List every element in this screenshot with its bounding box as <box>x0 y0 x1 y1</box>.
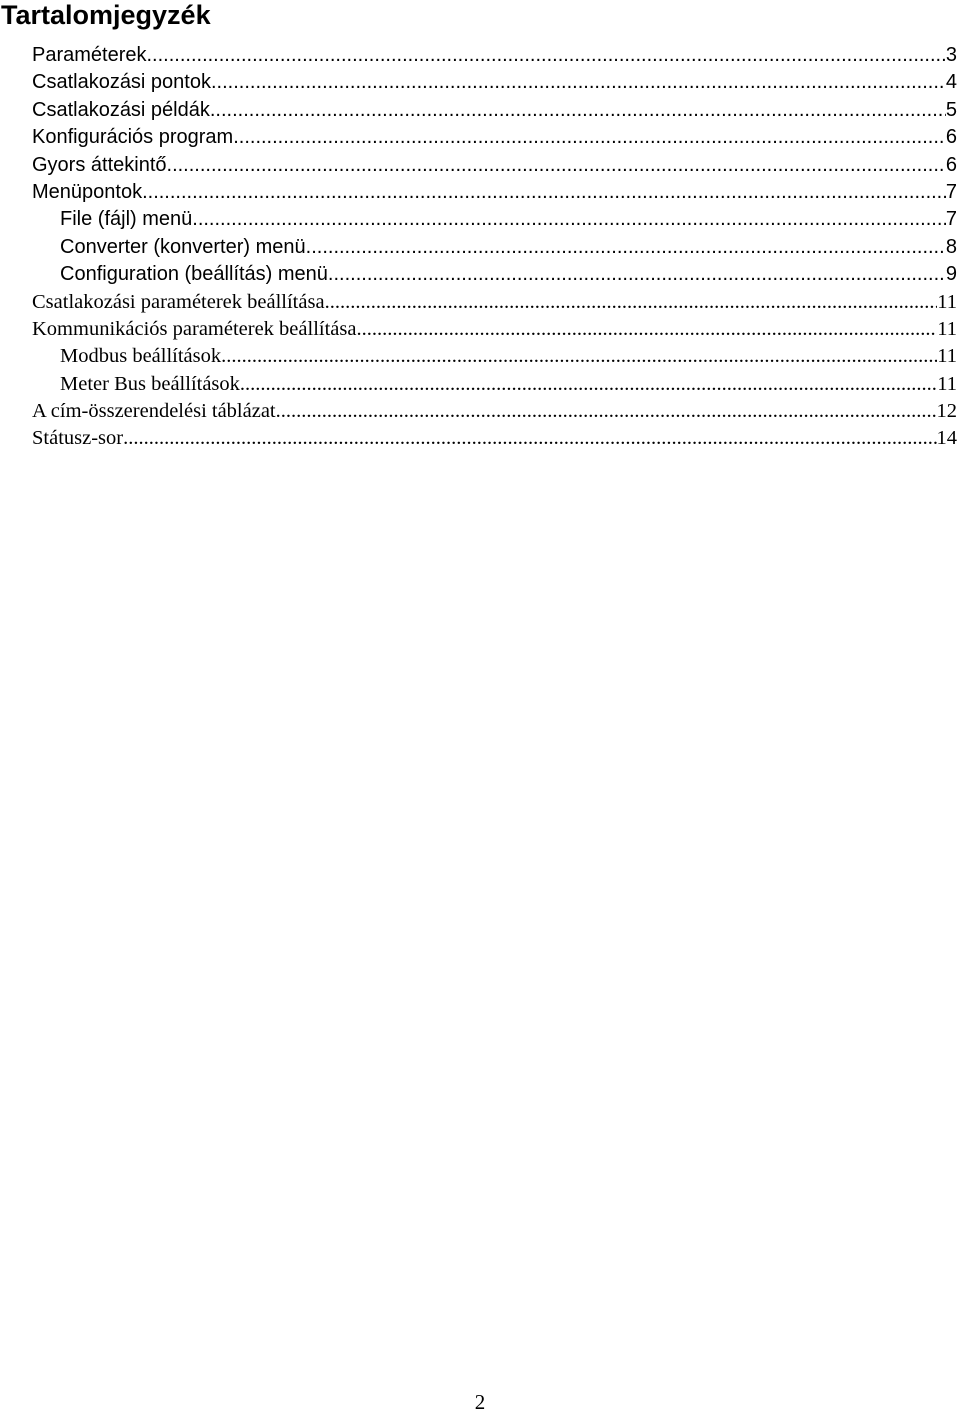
toc-entry-label: Csatlakozási példák <box>32 98 210 121</box>
toc-entry-page: 7 <box>945 180 957 203</box>
toc-entry[interactable] <box>0 179 960 206</box>
toc-leader-dots <box>123 425 936 452</box>
toc-leader-dots <box>276 398 937 425</box>
toc-entry-label: Csatlakozási pontok <box>32 71 211 94</box>
toc-leader-dots <box>325 289 938 316</box>
toc-entry-label: Gyors áttekintő <box>32 153 167 176</box>
toc-entry-label: Paraméterek <box>32 44 147 66</box>
toc-entry-page: 14 <box>936 427 957 450</box>
toc-entry[interactable] <box>0 398 960 425</box>
toc-entry[interactable] <box>0 97 960 124</box>
toc-leader-dots <box>142 179 946 206</box>
toc-entry[interactable] <box>0 371 960 398</box>
toc-entry[interactable] <box>0 152 960 179</box>
toc-entry-page: 11 <box>937 317 957 340</box>
toc-entry-label: Modbus beállítások <box>60 345 222 368</box>
toc-entry-label: Kommunikációs paraméterek beállítása <box>32 317 357 340</box>
toc-entry-page: 11 <box>937 372 957 395</box>
toc-leader-dots <box>356 316 937 343</box>
toc-entry-page: 9 <box>945 263 957 286</box>
toc-entry-page: 3 <box>945 44 957 66</box>
toc-entry[interactable] <box>0 234 960 261</box>
toc-entry-page: 5 <box>945 98 957 121</box>
page-number: 2 <box>474 1390 486 1414</box>
toc-entry[interactable] <box>0 261 960 288</box>
toc-title: Tartalomjegyzék <box>1 0 211 30</box>
toc-leader-dots <box>211 69 946 96</box>
toc-leader-dots <box>233 124 946 151</box>
toc-entry[interactable] <box>0 69 960 96</box>
toc-entry-label: Menüpontok <box>32 180 143 203</box>
toc-entry-label: Státusz-sor <box>32 427 124 450</box>
toc-entry[interactable] <box>0 425 960 452</box>
toc-entry-page: 12 <box>936 400 957 423</box>
toc-entry-page: 8 <box>945 235 957 258</box>
toc-leader-dots <box>306 234 946 261</box>
toc-leader-dots <box>328 261 946 288</box>
toc-list <box>0 42 960 453</box>
toc-entry-label: Converter (konverter) menü <box>60 235 306 258</box>
toc-entry-page: 4 <box>945 71 957 94</box>
toc-entry-label: Meter Bus beállítások <box>60 372 240 395</box>
toc-leader-dots <box>167 152 946 179</box>
toc-entry-page: 7 <box>945 208 957 231</box>
toc-entry[interactable] <box>0 289 960 316</box>
toc-entry-page: 11 <box>937 345 957 368</box>
toc-leader-dots <box>147 42 946 69</box>
toc-leader-dots <box>210 97 946 124</box>
toc-entry-label: Configuration (beállítás) menü <box>60 263 328 286</box>
toc-entry-label: A cím-összerendelési táblázat <box>32 400 276 423</box>
toc-entry-page: 6 <box>945 153 957 176</box>
toc-leader-dots <box>192 206 946 233</box>
toc-entry-page: 11 <box>937 290 957 313</box>
toc-entry-label: Konfigurációs program <box>32 126 234 149</box>
toc-entry[interactable] <box>0 124 960 151</box>
toc-entry-label: File (fájl) menü <box>60 208 193 231</box>
toc-entry-label: Csatlakozási paraméterek beállítása <box>32 290 325 313</box>
toc-entry[interactable] <box>0 343 960 370</box>
toc-entry[interactable] <box>0 206 960 233</box>
toc-entry[interactable] <box>0 316 960 343</box>
toc-entry-page: 6 <box>945 126 957 149</box>
toc-leader-dots <box>221 343 937 370</box>
toc-leader-dots <box>240 371 937 398</box>
toc-entry[interactable] <box>0 42 960 69</box>
